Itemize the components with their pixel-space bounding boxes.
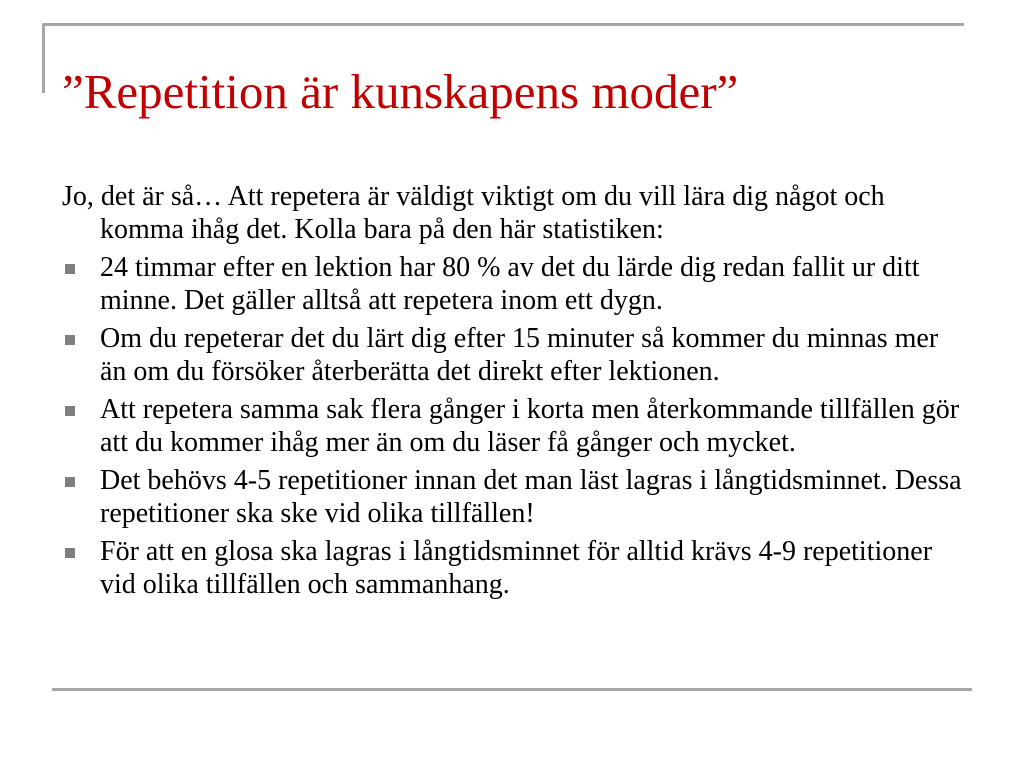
slide-title: ”Repetition är kunskapens moder” xyxy=(62,64,739,119)
square-bullet-icon xyxy=(65,477,75,487)
bullet-item xyxy=(62,465,962,530)
bullet-list xyxy=(62,252,962,601)
square-bullet-icon xyxy=(65,406,75,416)
square-bullet-icon xyxy=(65,335,75,345)
bullet-item xyxy=(62,536,962,601)
bullet-text: Om du repeterar det du lärt dig efter 15 minuter så kommer du minnas mer än om du försöker återberätta det direkt efter lektionen. xyxy=(100,323,939,387)
bullet-text: Det behövs 4-5 repetitioner innan det man läst lagras i långtidsminnet. Dessa repetitioner ska ske vid olika tillfällen! xyxy=(100,465,962,529)
bullet-item xyxy=(62,252,962,317)
frame-top-line xyxy=(42,23,964,26)
frame-bottom-line xyxy=(52,688,972,691)
intro-text: Jo, det är så… Att repetera är väldigt viktigt om du vill lära dig något och komma ihåg det. Kolla bara på den här statistiken: xyxy=(62,181,885,245)
frame-left-line xyxy=(42,23,45,93)
bullet-text: 24 timmar efter en lektion har 80 % av det du lärde dig redan fallit ur ditt minne. Det gäller alltså att repetera inom ett dygn. xyxy=(100,252,920,316)
bullet-text: För att en glosa ska lagras i långtidsminnet för alltid krävs 4-9 repetitioner vid olika tillfällen och sammanhang. xyxy=(100,536,933,600)
bullet-item xyxy=(62,323,962,388)
square-bullet-icon xyxy=(65,548,75,558)
bullet-item xyxy=(62,394,962,459)
bullet-text: Att repetera samma sak flera gånger i korta men återkommande tillfällen gör att du kommer ihåg mer än om du läser få gånger och mycket. xyxy=(100,394,960,458)
square-bullet-icon xyxy=(65,264,75,274)
slide-body xyxy=(62,181,962,607)
